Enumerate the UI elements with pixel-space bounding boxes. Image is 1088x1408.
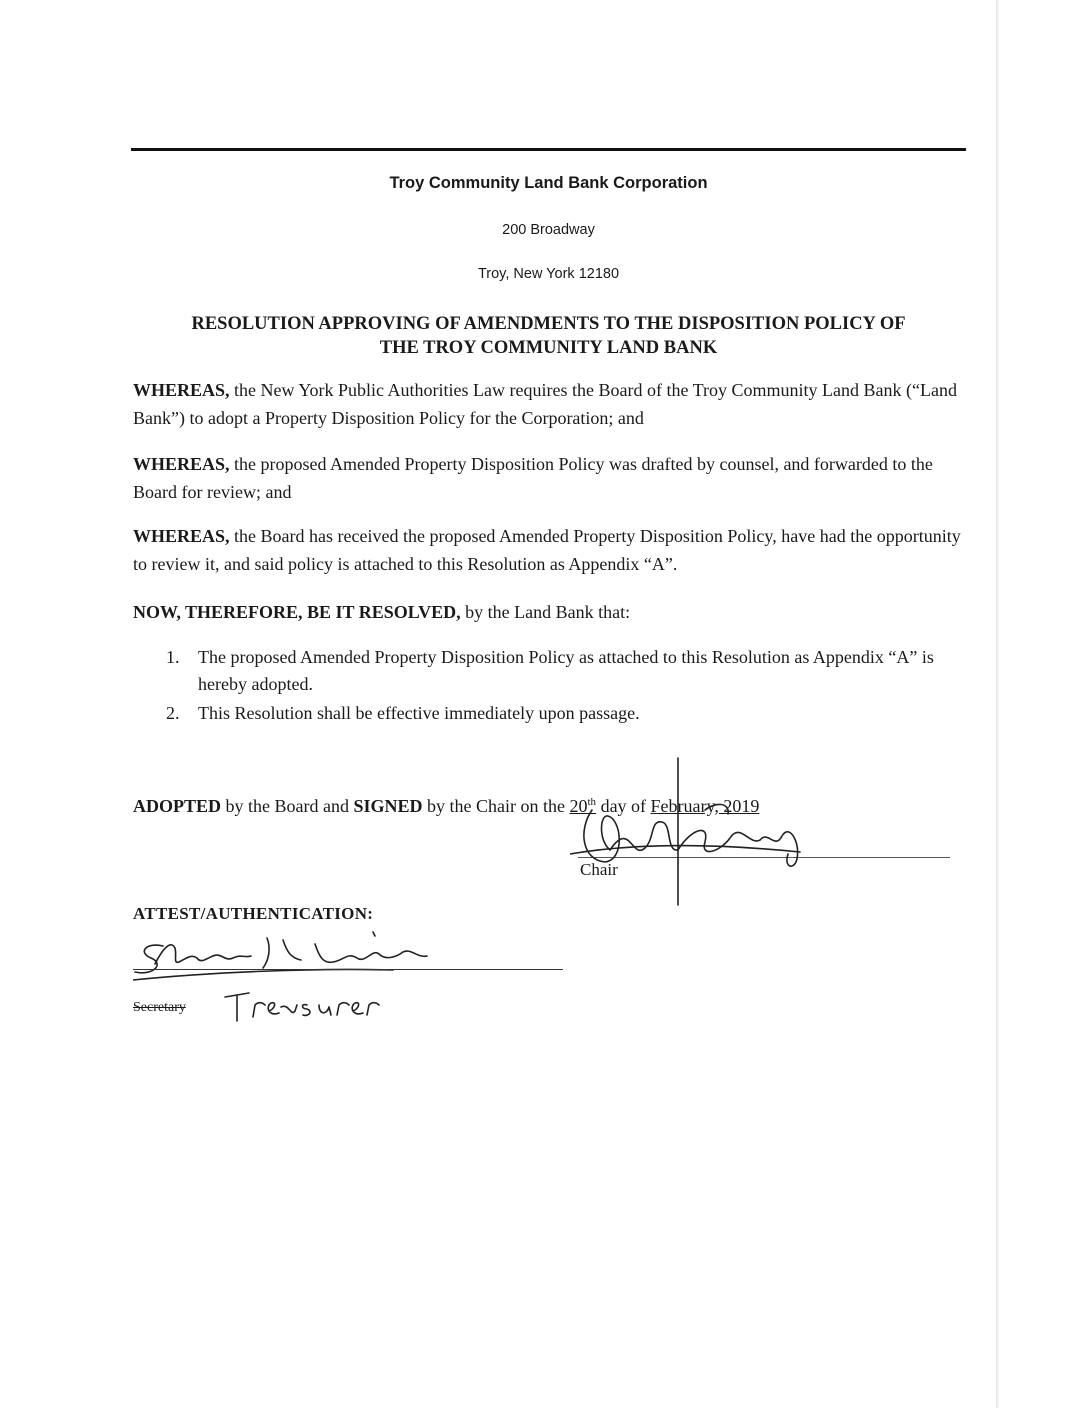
adopted-date: February, 2019 (650, 796, 760, 816)
whereas-lead: WHEREAS, (133, 380, 230, 400)
whereas-paragraph-3 (133, 522, 963, 578)
whereas-lead: WHEREAS, (133, 526, 230, 546)
treasurer-handwritten (223, 987, 393, 1027)
resolved-paragraph (133, 598, 963, 626)
list-item-number: 1. (166, 647, 180, 667)
adopted-day-number: 20 (569, 796, 588, 816)
adopted-day-suffix: th (587, 796, 597, 808)
resolution-items (166, 644, 956, 729)
adopted-mid-3: day of (596, 796, 651, 816)
attest-signature-line (133, 969, 563, 970)
title-line-1: RESOLUTION APPROVING OF AMENDMENTS TO THE DISPOSITION POLICY OF (191, 314, 906, 334)
page-edge (996, 0, 999, 1408)
whereas-text: the New York Public Authorities Law requires the Board of the Troy Community Land Bank (“Land Bank”) to adopt a Property Disposition Policy for the Corporation; and (133, 380, 957, 428)
chair-label: Chair (580, 860, 618, 879)
chair-signature (570, 750, 820, 910)
organization-city: Troy, New York 12180 (477, 266, 620, 282)
whereas-text: the Board has received the proposed Amended Property Disposition Policy, have had the opportunity to review it, and said policy is attached to this Resolution as Appendix “A”. (133, 526, 961, 574)
resolved-lead: NOW, THEREFORE, BE IT RESOLVED, (133, 602, 461, 622)
whereas-lead: WHEREAS, (133, 454, 230, 474)
signed-lead: SIGNED (353, 796, 423, 816)
resolved-text: by the Land Bank that: (460, 602, 631, 622)
secretary-label-struck: Secretary (133, 1000, 186, 1015)
list-item-text: This Resolution shall be effective immediately upon passage. (198, 703, 640, 723)
organization-street: 200 Broadway (502, 222, 595, 238)
adopted-lead: ADOPTED (133, 796, 222, 816)
whereas-paragraph-1 (133, 376, 963, 432)
list-item-number: 2. (166, 703, 180, 723)
attest-label: ATTEST/AUTHENTICATION: (133, 904, 374, 923)
whereas-text: the proposed Amended Property Disposition Policy was drafted by counsel, and forwarded to the Board for review; and (133, 454, 933, 502)
title-line-2: THE TROY COMMUNITY LAND BANK (379, 338, 718, 358)
adopted-mid-1: by the Board and (221, 796, 354, 816)
list-item (166, 700, 956, 727)
adopted-mid-2: by the Chair on the (422, 796, 570, 816)
attest-signature (133, 918, 493, 988)
header-rule (131, 148, 966, 151)
organization-name: Troy Community Land Bank Corporation (389, 174, 708, 192)
resolution-title (131, 312, 966, 360)
list-item (166, 644, 956, 698)
whereas-paragraph-2 (133, 450, 963, 506)
list-item-text: The proposed Amended Property Disposition Policy as attached to this Resolution as Appendix “A” is hereby adopted. (198, 647, 934, 694)
